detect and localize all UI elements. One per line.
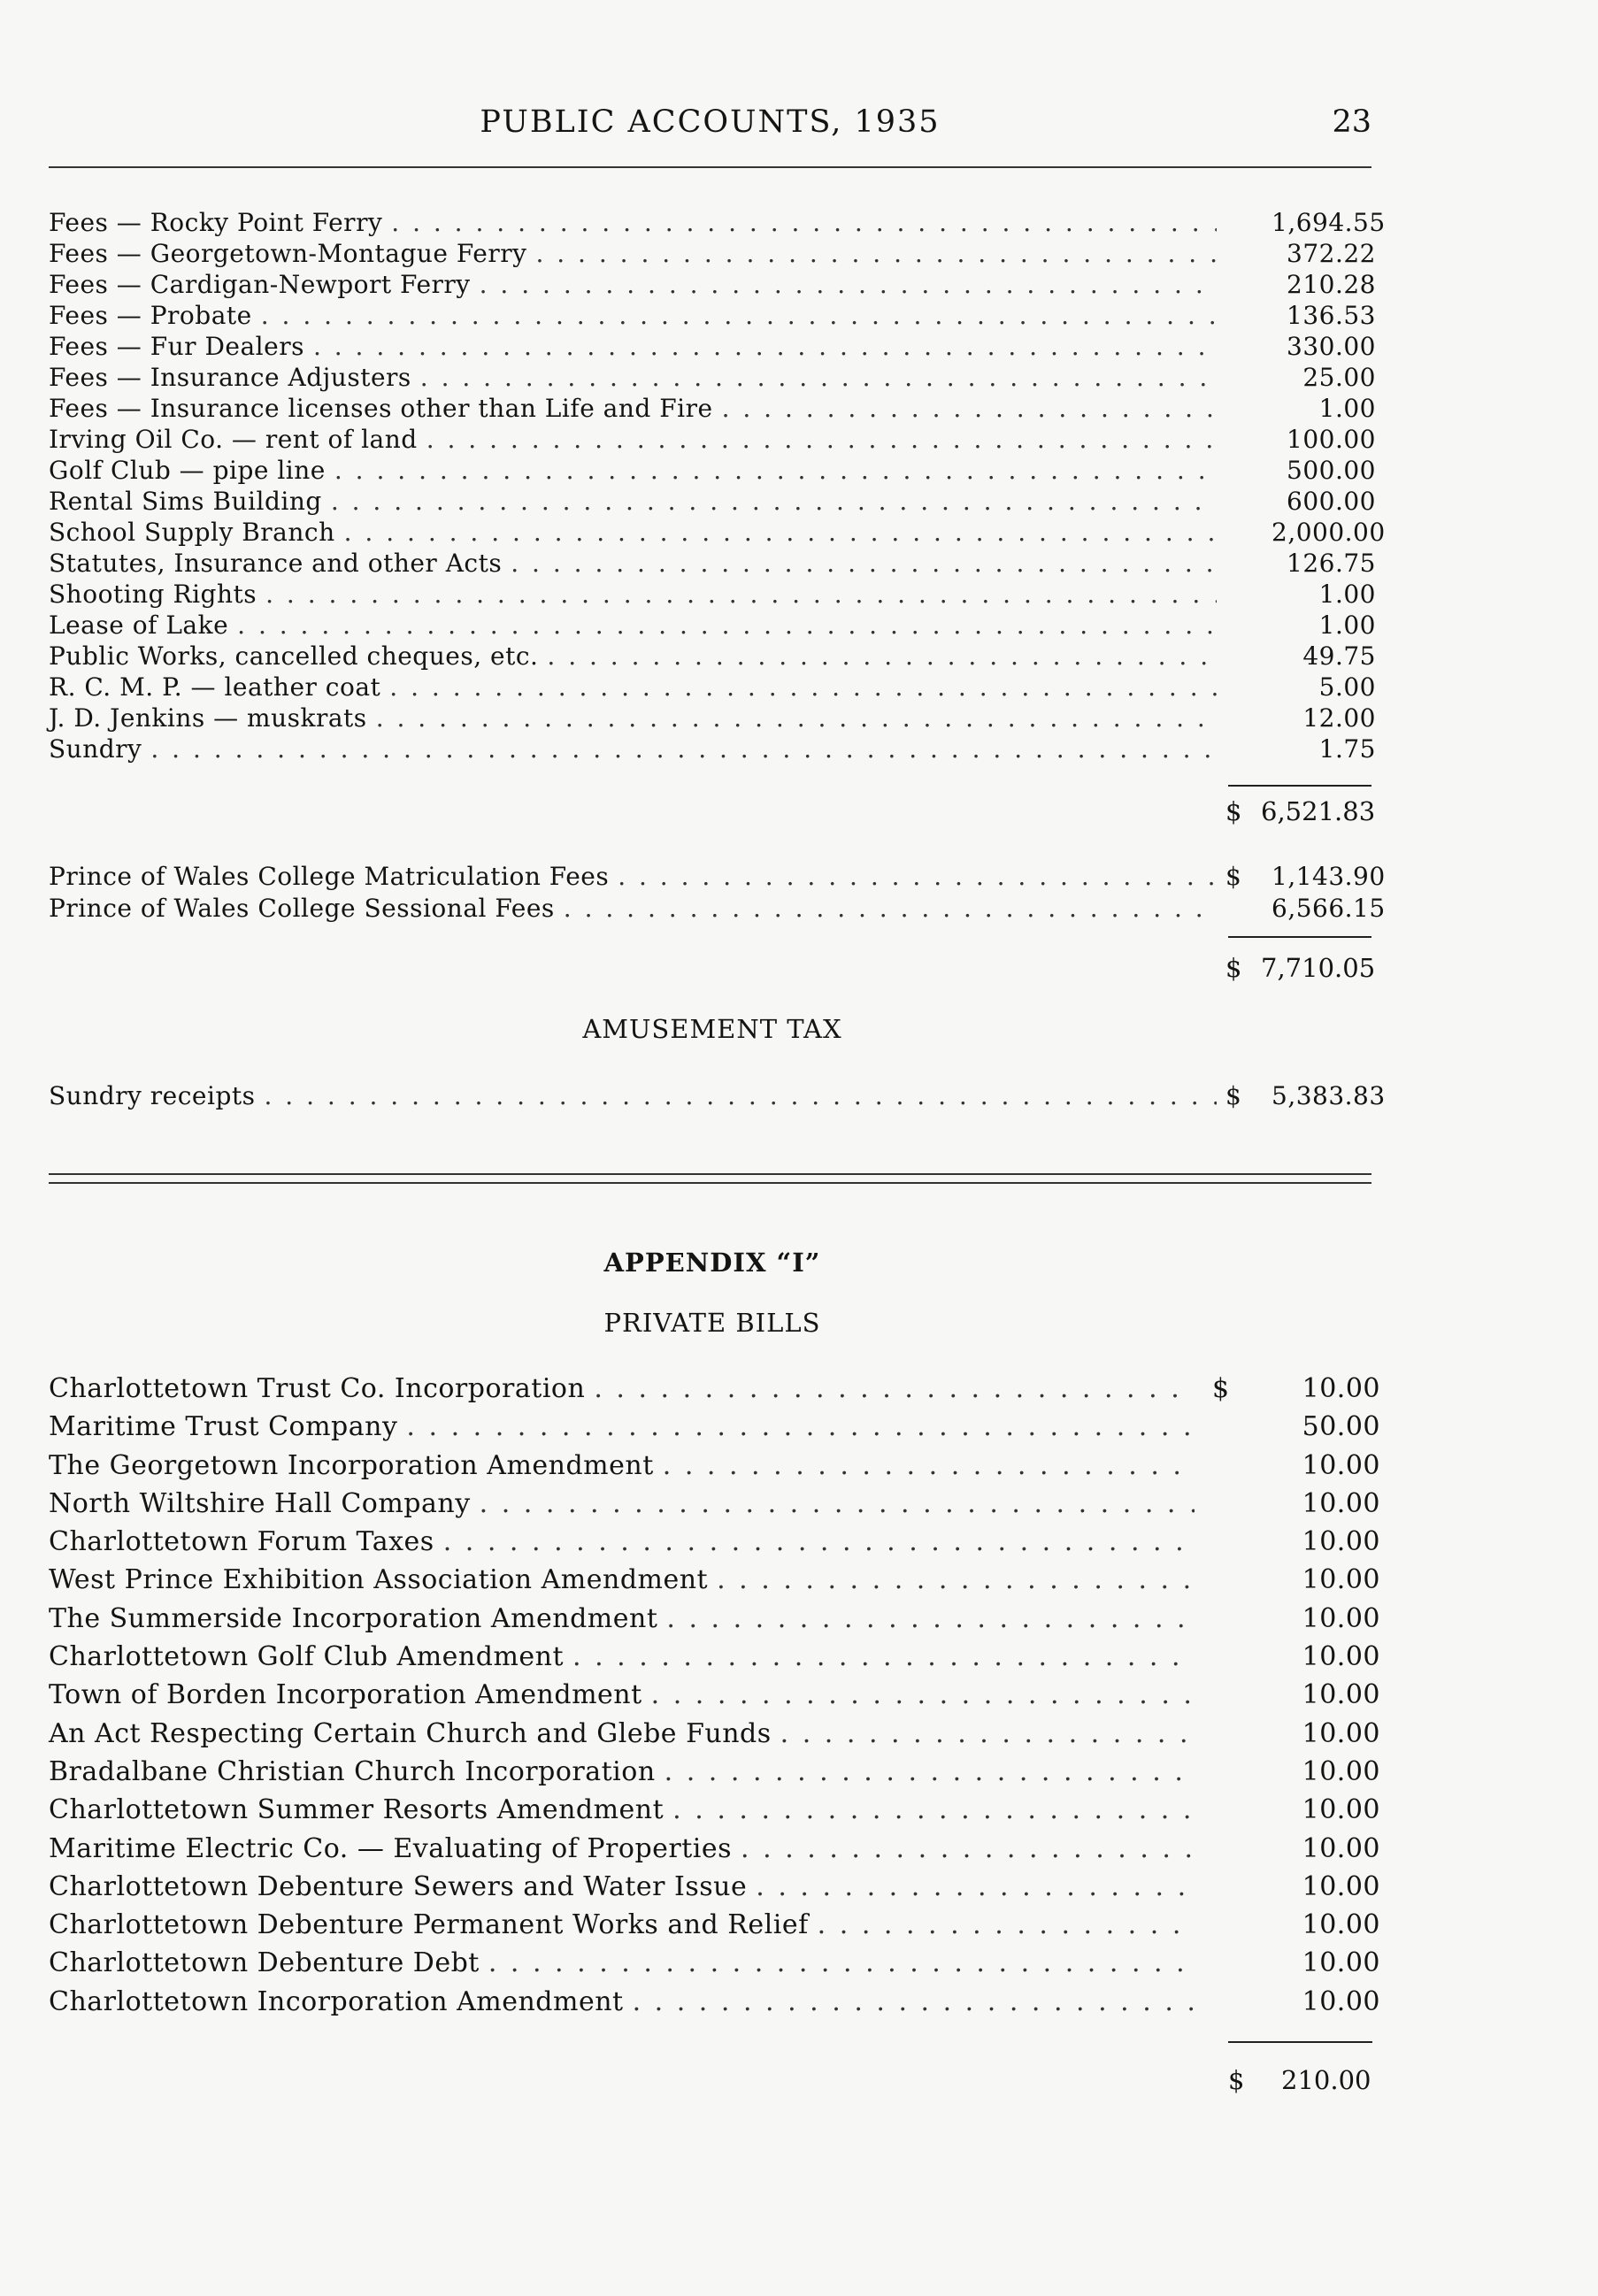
- dot-leader: [722, 394, 1217, 423]
- dollar-sign: $: [1225, 862, 1242, 891]
- row-amount: 10.00: [1302, 1487, 1380, 1519]
- row-amount: 1.00: [1318, 580, 1376, 609]
- ledger-row: [49, 1564, 1380, 1602]
- row-amount: 1,694.55: [1271, 208, 1386, 237]
- row-amount: 126.75: [1287, 549, 1376, 578]
- row-label: Rental Sims Building: [49, 487, 322, 516]
- ledger-row: [49, 1718, 1380, 1756]
- row-amount: 10.00: [1302, 1449, 1380, 1481]
- subtotal-rule: [1228, 785, 1371, 787]
- row-label: R. C. M. P. — leather coat: [49, 672, 381, 702]
- row-amount: 100.00: [1287, 425, 1376, 454]
- row-amount: 210.28: [1287, 270, 1376, 299]
- ledger-row: [49, 1603, 1380, 1641]
- row-amount: 10.00: [1302, 1679, 1380, 1711]
- row-amount: 50.00: [1302, 1411, 1380, 1443]
- row-label: Bradalbane Christian Church Incorporation: [49, 1755, 656, 1787]
- row-label: Charlottetown Debenture Debt: [49, 1947, 480, 1979]
- row-amount: 10.00: [1302, 1717, 1380, 1749]
- ledger-row: [49, 1794, 1380, 1832]
- row-label: Charlottetown Incorporation Amendment: [49, 1985, 624, 2017]
- ledger-row: [49, 239, 1376, 270]
- dot-leader: [265, 580, 1217, 609]
- row-amount: 6,566.15: [1271, 894, 1386, 923]
- row-amount: 10.00: [1302, 1870, 1380, 1902]
- row-amount: 500.00: [1287, 456, 1376, 485]
- ledger-row: [49, 1373, 1380, 1411]
- dot-leader: [663, 1450, 1195, 1481]
- dot-leader: [780, 1718, 1195, 1749]
- row-label: Fees — Insurance licenses other than Life and Fire: [49, 394, 713, 423]
- page-title: PUBLIC ACCOUNTS, 1935: [480, 104, 941, 140]
- row-label: Fees — Georgetown-Montague Ferry: [49, 239, 527, 268]
- fees-total: [1225, 796, 1376, 826]
- row-amount: 10.00: [1302, 1947, 1380, 1979]
- row-amount: 2,000.00: [1271, 518, 1386, 547]
- row-label: J. D. Jenkins — muskrats: [49, 703, 367, 733]
- ledger-row: [49, 894, 1386, 925]
- ledger-row: [49, 487, 1376, 518]
- ledger-row: [49, 1450, 1380, 1488]
- row-amount: 10.00: [1302, 1602, 1380, 1634]
- ledger-row: [49, 641, 1376, 672]
- row-amount: 330.00: [1287, 332, 1376, 361]
- ledger-row: [49, 1411, 1380, 1449]
- ledger-row: [49, 734, 1376, 765]
- row-amount: 25.00: [1302, 363, 1376, 392]
- row-amount: 10.00: [1302, 1526, 1380, 1558]
- ledger-row: [49, 394, 1376, 425]
- row-amount: 12.00: [1302, 703, 1376, 733]
- ledger-row: [49, 1641, 1380, 1679]
- dot-leader: [443, 1526, 1195, 1557]
- row-label: Charlottetown Golf Club Amendment: [49, 1641, 565, 1673]
- ledger-row: [49, 672, 1376, 703]
- ledger-row: [49, 1947, 1380, 1985]
- appendix-subheading: PRIVATE BILLS: [603, 1308, 821, 1338]
- dot-leader: [547, 641, 1217, 671]
- dot-leader: [150, 734, 1217, 764]
- ledger-row: [49, 363, 1376, 394]
- ledger-row: [49, 1679, 1380, 1717]
- row-label: Charlottetown Forum Taxes: [49, 1526, 434, 1558]
- dot-leader: [331, 487, 1217, 516]
- row-amount: 1.00: [1318, 394, 1376, 423]
- dollar-sign: $: [1225, 796, 1242, 826]
- ledger-row: [49, 456, 1376, 487]
- row-amount: 10.00: [1302, 1832, 1380, 1864]
- subtotal-rule: [1228, 936, 1371, 938]
- dot-leader: [488, 1947, 1195, 1978]
- row-label: Fees — Probate: [49, 301, 252, 330]
- row-label: Fees — Insurance Adjusters: [49, 363, 411, 392]
- section-divider: [49, 1173, 1371, 1184]
- dot-leader: [313, 332, 1217, 361]
- dot-leader: [651, 1679, 1195, 1710]
- row-label: Fees — Cardigan-Newport Ferry: [49, 270, 471, 299]
- row-label: Maritime Electric Co. — Evaluating of Properties: [49, 1832, 733, 1864]
- ledger-row: [49, 332, 1376, 363]
- dot-leader: [406, 1411, 1195, 1442]
- dot-leader: [420, 363, 1217, 392]
- amusement-tax-heading: AMUSEMENT TAX: [582, 1014, 842, 1044]
- ledger-row: [49, 1986, 1380, 2024]
- dot-leader: [756, 1871, 1195, 1902]
- ledger-row: [49, 862, 1386, 894]
- dot-leader: [344, 518, 1217, 547]
- appendix-total: [1228, 2065, 1370, 2095]
- dot-leader: [264, 1081, 1217, 1110]
- amusement-tax-list: [49, 1081, 1386, 1113]
- dot-leader: [741, 1833, 1195, 1864]
- ledger-row: [49, 1833, 1380, 1871]
- row-label: Maritime Trust Company: [49, 1411, 398, 1443]
- ledger-row: [49, 1081, 1386, 1113]
- row-label: Charlottetown Trust Co. Incorporation: [49, 1373, 586, 1404]
- ledger-row: [49, 610, 1376, 641]
- dot-leader: [672, 1794, 1195, 1825]
- private-bills-list: [49, 1373, 1380, 2024]
- ledger-row: [49, 1488, 1380, 1526]
- row-amount: 372.22: [1287, 239, 1376, 268]
- dot-leader: [261, 301, 1217, 330]
- row-amount: 5.00: [1318, 672, 1376, 702]
- dot-leader: [480, 1488, 1195, 1519]
- dollar-sign: $: [1212, 1373, 1230, 1404]
- ledger-row: [49, 1526, 1380, 1564]
- row-label: Sundry receipts: [49, 1081, 256, 1110]
- dot-leader: [480, 270, 1217, 299]
- row-label: Charlottetown Summer Resorts Amendment: [49, 1794, 665, 1826]
- dot-leader: [389, 672, 1217, 702]
- dot-leader: [818, 1909, 1195, 1940]
- row-amount: 136.53: [1287, 301, 1376, 330]
- row-amount: 10.00: [1302, 1909, 1380, 1941]
- appendix-heading: APPENDIX “I”: [603, 1248, 821, 1278]
- row-label: Lease of Lake: [49, 610, 229, 640]
- row-amount: 600.00: [1287, 487, 1376, 516]
- dollar-sign: $: [1225, 953, 1242, 983]
- row-amount: 49.75: [1302, 641, 1376, 671]
- total-amount: 7,710.05: [1261, 953, 1376, 983]
- row-label: Public Works, cancelled cheques, etc.: [49, 641, 539, 671]
- row-label: Charlottetown Debenture Permanent Works and Relief: [49, 1909, 809, 1941]
- ledger-row: [49, 703, 1376, 734]
- row-label: An Act Respecting Certain Church and Glebe Funds: [49, 1717, 772, 1749]
- dot-leader: [594, 1373, 1195, 1404]
- row-amount: 10.00: [1302, 1373, 1380, 1404]
- row-amount: 5,383.83: [1271, 1081, 1386, 1110]
- row-amount: 1,143.90: [1271, 862, 1386, 891]
- dot-leader: [665, 1756, 1195, 1787]
- dot-leader: [334, 456, 1217, 485]
- subtotal-rule: [1228, 2041, 1372, 2043]
- dot-leader: [572, 1641, 1195, 1672]
- dot-leader: [376, 703, 1217, 733]
- page-number: 23: [1332, 104, 1371, 140]
- dot-leader: [618, 862, 1217, 891]
- ledger-row: [49, 208, 1386, 239]
- row-label: Sundry: [49, 734, 142, 764]
- page-header: [49, 104, 1371, 168]
- row-amount: 1.00: [1318, 610, 1376, 640]
- dollar-sign: $: [1228, 2065, 1245, 2095]
- row-label: Fees — Fur Dealers: [49, 332, 304, 361]
- college-total: [1225, 953, 1376, 983]
- ledger-row: [49, 301, 1376, 332]
- row-label: Prince of Wales College Sessional Fees: [49, 894, 555, 923]
- dot-leader: [633, 1986, 1195, 2017]
- row-label: Shooting Rights: [49, 580, 257, 609]
- total-amount: 210.00: [1281, 2065, 1371, 2095]
- row-amount: 10.00: [1302, 1794, 1380, 1826]
- dot-leader: [237, 610, 1217, 640]
- total-amount: 6,521.83: [1261, 796, 1376, 826]
- ledger-row: [49, 1909, 1380, 1947]
- row-label: The Georgetown Incorporation Amendment: [49, 1449, 654, 1481]
- row-amount: 10.00: [1302, 1564, 1380, 1596]
- dot-leader: [391, 208, 1217, 237]
- ledger-row: [49, 1756, 1380, 1794]
- ledger-row: [49, 1871, 1380, 1909]
- row-label: The Summerside Incorporation Amendment: [49, 1602, 658, 1634]
- ledger-row: [49, 425, 1376, 456]
- ledger-row: [49, 549, 1376, 580]
- row-label: School Supply Branch: [49, 518, 335, 547]
- row-amount: 1.75: [1318, 734, 1376, 764]
- fees-list: [49, 208, 1386, 765]
- college-fees-list: [49, 862, 1386, 925]
- row-label: Fees — Rocky Point Ferry: [49, 208, 383, 237]
- row-label: Charlottetown Debenture Sewers and Water Issue: [49, 1870, 748, 1902]
- ledger-row: [49, 270, 1376, 301]
- ledger-row: [49, 580, 1376, 610]
- row-label: Town of Borden Incorporation Amendment: [49, 1679, 642, 1711]
- row-amount: 10.00: [1302, 1755, 1380, 1787]
- row-label: Statutes, Insurance and other Acts: [49, 549, 503, 578]
- row-label: Golf Club — pipe line: [49, 456, 326, 485]
- row-label: West Prince Exhibition Association Amendment: [49, 1564, 709, 1596]
- dot-leader: [535, 239, 1217, 268]
- row-label: Prince of Wales College Matriculation Fees: [49, 862, 610, 891]
- ledger-row: [49, 518, 1386, 549]
- dot-leader: [511, 549, 1217, 578]
- dot-leader: [564, 894, 1217, 923]
- row-label: Irving Oil Co. — rent of land: [49, 425, 418, 454]
- dot-leader: [717, 1564, 1195, 1595]
- row-amount: 10.00: [1302, 1641, 1380, 1673]
- dot-leader: [666, 1603, 1195, 1634]
- row-label: North Wiltshire Hall Company: [49, 1487, 471, 1519]
- dollar-sign: $: [1225, 1081, 1242, 1110]
- row-amount: 10.00: [1302, 1985, 1380, 2017]
- dot-leader: [426, 425, 1217, 454]
